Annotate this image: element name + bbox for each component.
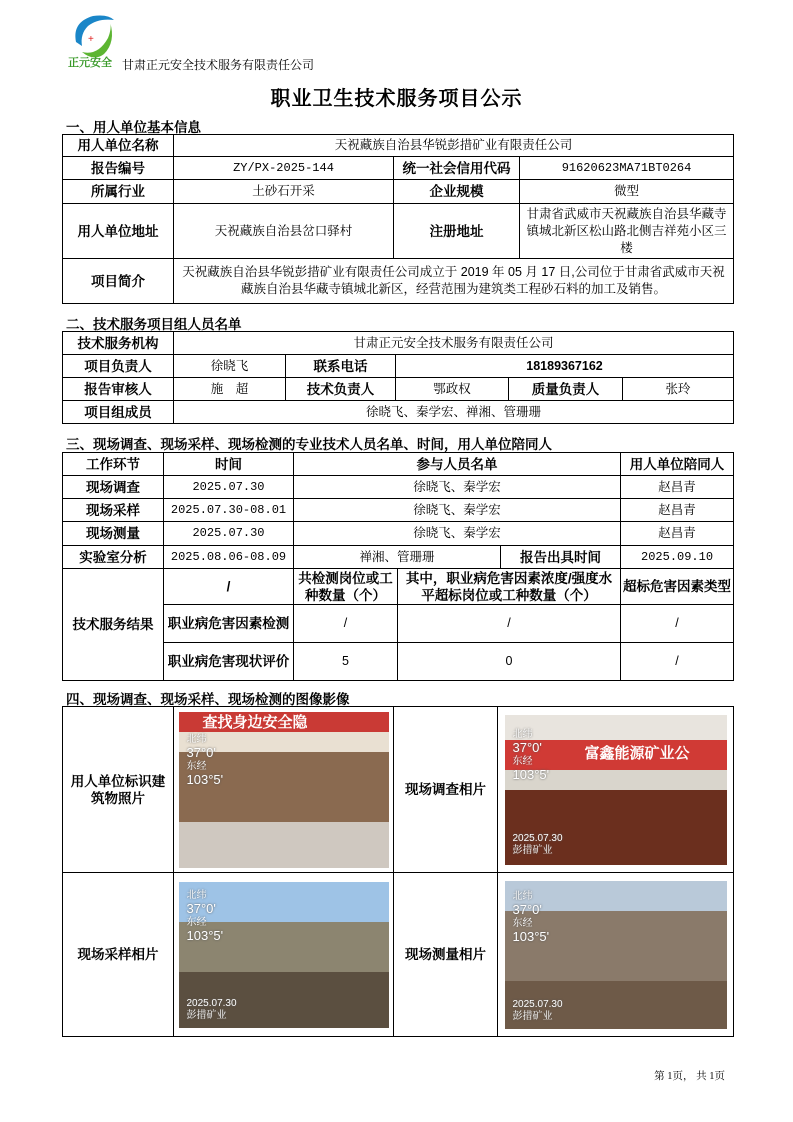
table-row [63,499,734,522]
label-tech-lead: 技术负责人 [286,378,396,401]
time: 2025.07.30 [164,522,294,546]
date-overlay [513,833,563,857]
time: 2025.07.30-08.01 [164,499,294,522]
photo-date: 2025.07.30 [512,998,563,1010]
label-result: 技术服务结果 [63,569,164,681]
gps-overlay [513,729,550,783]
svg-text:正元安全: 正元安全 [68,57,112,69]
building-photo [179,712,389,868]
lat-label: 北纬 [186,733,207,745]
photo-table [62,706,734,1037]
lat-value: 37°0' [186,900,216,916]
label-industry: 所属行业 [63,180,174,204]
gps-overlay [187,890,224,944]
lon-value: 103°5' [186,771,224,787]
lat-value: 37°0' [186,744,216,760]
intro: 天祝藏族自治县华锐彭措矿业有限责任公司成立于 2019 年 05 月 17 日,公司位于甘肃省武威市天祝藏族自治县华藏寺镇城北新区，经营范围为建筑类工程砂石料的加工及销售。 [174,259,734,304]
leader: 徐晓飞 [174,355,286,378]
label-address: 用人单位地址 [63,204,174,259]
lon-value: 103°5' [186,927,224,943]
label-phone: 联系电话 [286,355,396,378]
section2-heading: 二、技术服务项目组人员名单 [66,317,242,332]
lon-value: 103°5' [512,928,550,944]
members: 徐晓飞、秦学宏、禅湘、管珊珊 [174,401,734,424]
gps-overlay [513,891,550,945]
people: 徐晓飞、秦学宏 [294,499,621,522]
quality-lead: 张玲 [623,378,734,401]
industry: 土砂石开采 [174,180,394,204]
stage: 现场调查 [63,476,164,499]
label-credit-code: 统一社会信用代码 [394,157,520,180]
photo-date: 2025.07.30 [186,997,237,1009]
lat-label: 北纬 [512,728,533,740]
escort: 赵昌青 [621,476,734,499]
time: 2025.08.06-08.09 [164,546,294,569]
section4-heading: 四、现场调查、现场采样、现场检测的图像影像 [66,692,350,707]
lat-label: 北纬 [512,890,533,902]
label-survey-photo: 现场调查相片 [394,707,498,873]
v3: / [621,643,734,681]
col-count: 共检测岗位或工种数量（个） [294,569,398,605]
col-escort: 用人单位陪同人 [621,453,734,476]
lon-value: 103°5' [512,766,550,782]
page-number: 第 1页， 共 1页 [654,1071,725,1082]
lat-label: 北纬 [186,889,207,901]
team-table [62,331,734,424]
people: 禅湘、管珊珊 [294,546,501,569]
employer-name: 天祝藏族自治县华锐彭措矿业有限责任公司 [174,135,734,157]
gps-overlay [187,734,224,788]
tech-lead: 鄂政权 [396,378,509,401]
col-exceed: 其中，职业病危害因素浓度/强度水平超标岗位或工种数量（个） [398,569,621,605]
date-overlay [187,998,237,1022]
address: 天祝藏族自治县岔口驿村 [174,204,394,259]
people: 徐晓飞、秦学宏 [294,522,621,546]
banner-text: 查找身边安全隐 [202,713,308,731]
credit-code: 91620623MA71BT0264 [520,157,734,180]
table-row [63,605,734,643]
table-row [63,643,734,681]
v1: 5 [294,643,398,681]
col-time: 时间 [164,453,294,476]
label-reg-address: 注册地址 [394,204,520,259]
label-measure-photo: 现场测量相片 [394,873,498,1037]
company-name: 甘肃正元安全技术服务有限责任公司 [122,58,315,72]
table-row [63,522,734,546]
table-row [63,476,734,499]
lat-value: 37°0' [512,739,542,755]
reviewer: 施 超 [174,378,286,401]
label-members: 项目组成员 [63,401,174,424]
label-reviewer: 报告审核人 [63,378,174,401]
col-type: 超标危害因素类型 [621,569,734,605]
survey-photo [505,715,727,865]
scale: 微型 [520,180,734,204]
v2: 0 [398,643,621,681]
escort: 赵昌青 [621,499,734,522]
banner-text: 富鑫能源矿业公 [584,744,690,762]
photo-company: 彭措矿业 [186,1009,227,1021]
stage: 现场采样 [63,499,164,522]
measure-photo [505,881,727,1029]
col-people: 参与人员名单 [294,453,621,476]
onsite-table [62,452,734,681]
time: 2025.07.30 [164,476,294,499]
label-org: 技术服务机构 [63,332,174,355]
photo-company: 彭措矿业 [512,1010,553,1022]
people: 徐晓飞、秦学宏 [294,476,621,499]
stage: 实验室分析 [63,546,164,569]
escort: 赵昌青 [621,522,734,546]
phone: 18189367162 [396,355,734,378]
sampling-photo [179,882,389,1028]
label-building-photo: 用人单位标识建筑物照片 [63,707,174,873]
result-name: 职业病危害现状评价 [164,643,294,681]
col-stage: 工作环节 [63,453,164,476]
lat-value: 37°0' [512,901,542,917]
result-name: 职业病危害因素检测 [164,605,294,643]
table-row [63,546,734,569]
section3-heading: 三、现场调查、现场采样、现场检测的专业技术人员名单、时间，用人单位陪同人 [66,437,552,452]
lon-label: 东经 [512,917,533,929]
page-title: 职业卫生技术服务项目公示 [270,88,523,110]
report-no: ZY/PX-2025-144 [174,157,394,180]
label-report-no: 报告编号 [63,157,174,180]
report-date: 2025.09.10 [621,546,734,569]
label-leader: 项目负责人 [63,355,174,378]
label-scale: 企业规模 [394,180,520,204]
v3: / [621,605,734,643]
svg-text:+: + [88,34,94,45]
label-intro: 项目简介 [63,259,174,304]
lon-label: 东经 [186,760,207,772]
photo-date: 2025.07.30 [512,832,563,844]
photo-company: 彭措矿业 [512,844,553,856]
reg-address: 甘肃省武威市天祝藏族自治县华藏寺镇城北新区松山路北侧吉祥苑小区三楼 [520,204,734,259]
label-report-date: 报告出具时间 [501,546,621,569]
v1: / [294,605,398,643]
stage: 现场测量 [63,522,164,546]
lon-label: 东经 [186,916,207,928]
employer-info-table [62,134,734,304]
section1-heading: 一、用人单位基本信息 [66,120,201,135]
label-sampling-photo: 现场采样相片 [63,873,174,1037]
date-overlay [513,999,563,1023]
org: 甘肃正元安全技术服务有限责任公司 [174,332,734,355]
v2: / [398,605,621,643]
label-quality-lead: 质量负责人 [509,378,623,401]
label-name: 用人单位名称 [63,135,174,157]
company-logo [68,12,118,70]
lon-label: 东经 [512,755,533,767]
result-slash: / [164,569,294,605]
